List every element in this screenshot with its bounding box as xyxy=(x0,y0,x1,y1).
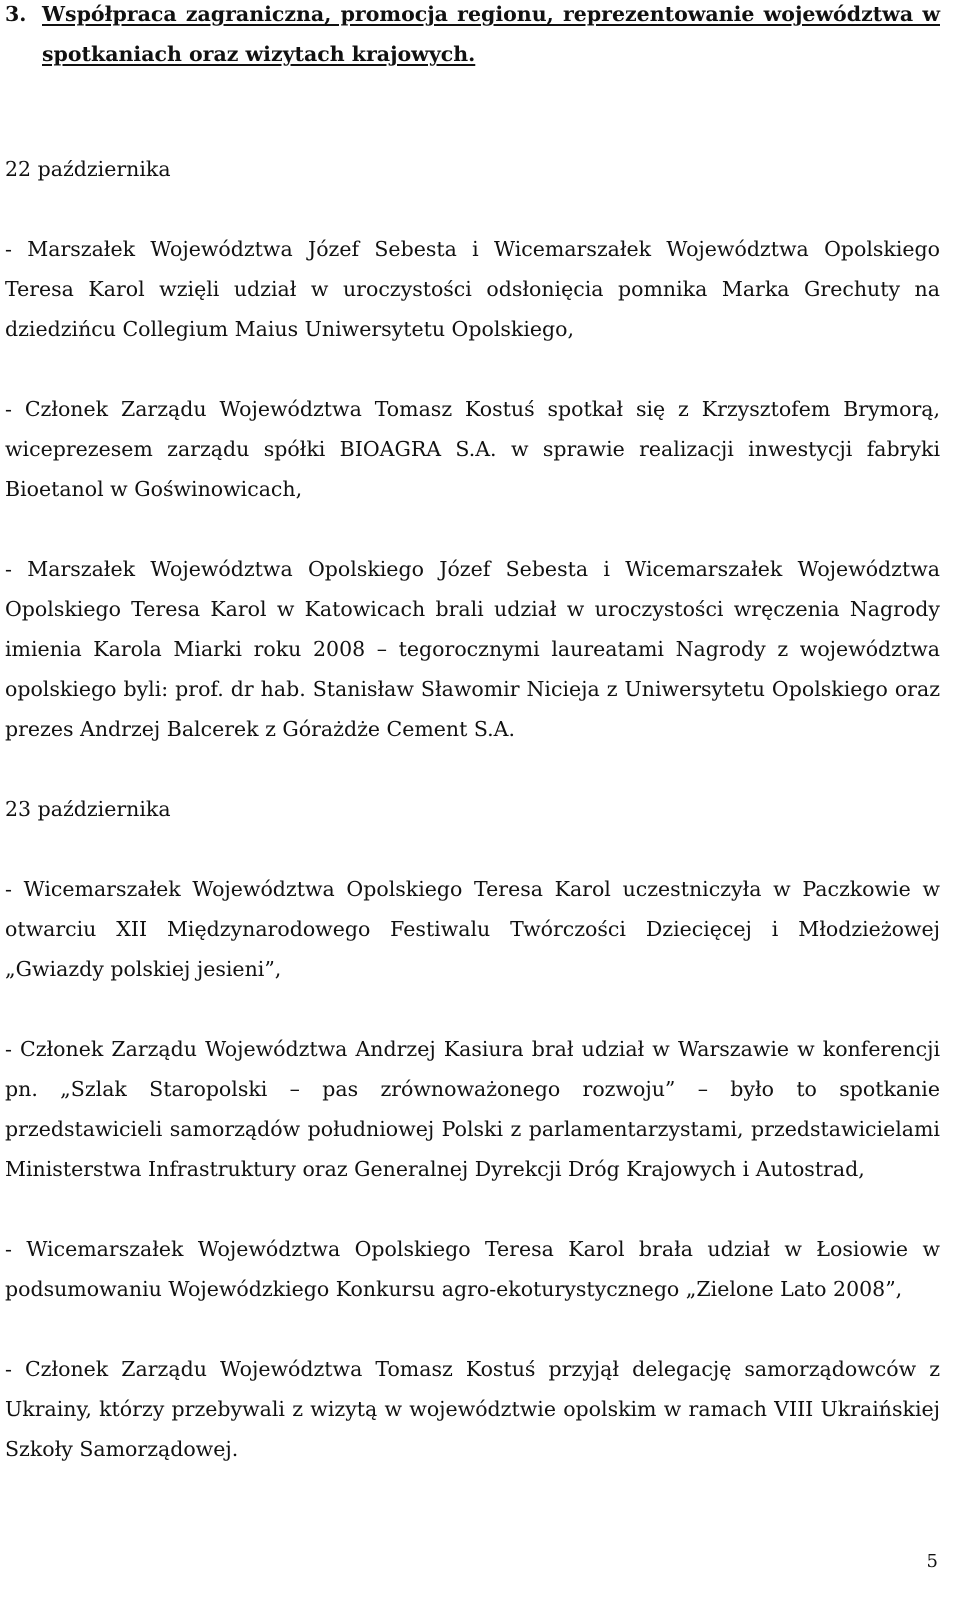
entry-date: 23 października xyxy=(5,797,171,821)
entry-item: - Członek Zarządu Województwa Tomasz Kostuś spotkał się z Krzysztofem Brymorą, wiceprezesem zarządu spółki BIOAGRA S.A. w sprawie realizacji inwestycji fabryki Bioetanol w Goświnowicach, xyxy=(5,397,940,501)
page-number: 5 xyxy=(926,1551,938,1572)
entry-date: 22 października xyxy=(5,157,171,181)
entry-item: - Marszałek Województwa Opolskiego Józef Sebesta i Wicemarszałek Województwa Opolskiego Teresa Karol w Katowicach brali udział w uroczystości wręczenia Nagrody imienia Karola Miarki roku 2008 – tegorocznymi laureatami Nagrody z województwa opolskiego byli: prof. dr hab. Stanisław Sławomir Nicieja z Uniwersytetu Opolskiego oraz prezes Andrzej Balcerek z Górażdże Cement S.A. xyxy=(5,557,940,741)
entry-item: - Członek Zarządu Województwa Tomasz Kostuś przyjął delegację samorządowców z Ukrainy, którzy przebywali z wizytą w województwie opolskim w ramach VIII Ukraińskiej Szkoły Samorządowej. xyxy=(5,1357,940,1461)
entry-item: - Wicemarszałek Województwa Opolskiego Teresa Karol brała udział w Łosiowie w podsumowaniu Wojewódzkiego Konkursu agro-ekoturystycznego „Zielone Lato 2008”, xyxy=(5,1237,940,1301)
entry-item: - Marszałek Województwa Józef Sebesta i Wicemarszałek Województwa Opolskiego Teresa Karol wzięli udział w uroczystości odsłonięcia pomnika Marka Grechuty na dziedzińcu Collegium Maius Uniwersytetu Opolskiego, xyxy=(5,237,940,341)
document-page xyxy=(5,0,940,1469)
section-title: Współpraca zagraniczna, promocja regionu, reprezentowanie województwa w spotkaniach oraz wizytach krajowych. xyxy=(42,2,940,66)
section-number: 3. xyxy=(5,2,27,26)
entry-item: - Wicemarszałek Województwa Opolskiego Teresa Karol uczestniczyła w Paczkowie w otwarciu XII Międzynarodowego Festiwalu Twórczości Dziecięcej i Młodzieżowej „Gwiazdy polskiej jesieni”, xyxy=(5,877,940,981)
entry-item: - Członek Zarządu Województwa Andrzej Kasiura brał udział w Warszawie w konferencji pn. „Szlak Staropolski – pas zrównoważonego rozwoju” – było to spotkanie przedstawicieli samorządów południowej Polski z parlamentarzystami, przedstawicielami Ministerstwa Infrastruktury oraz Generalnej Dyrekcji Dróg Krajowych i Autostrad, xyxy=(5,1037,940,1181)
section-heading xyxy=(5,0,940,74)
